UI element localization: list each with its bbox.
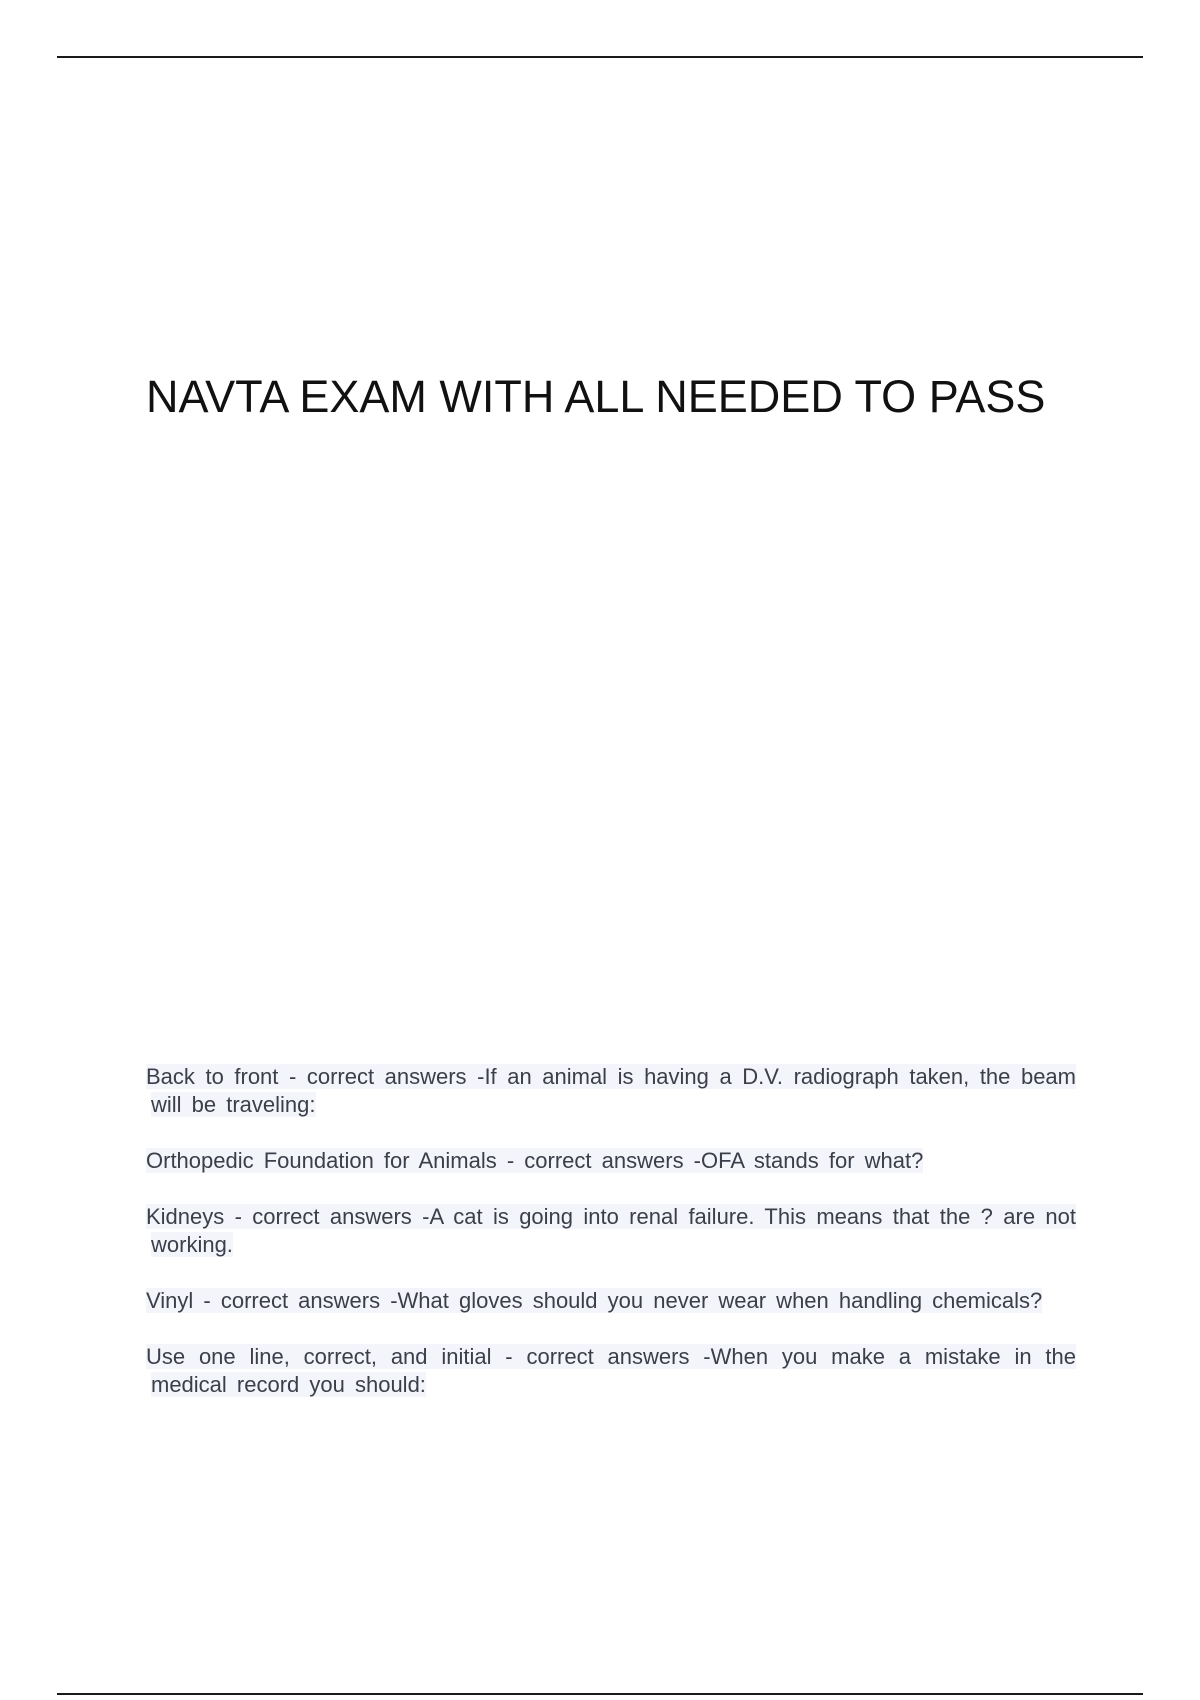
qa-item-text: Orthopedic Foundation for Animals - correct answers -OFA stands for what? <box>146 1148 924 1173</box>
qa-item-5 <box>146 1343 1076 1399</box>
qa-item-text: Back to front - correct answers -If an animal is having a D.V. radiograph taken, the beam will be traveling: <box>146 1064 1076 1117</box>
qa-item-text: Vinyl - correct answers -What gloves should you never wear when handling chemicals? <box>146 1288 1043 1313</box>
qa-item-2 <box>146 1147 1076 1175</box>
qa-item-4 <box>146 1287 1076 1315</box>
qa-item-3 <box>146 1203 1076 1259</box>
qa-item-text: Kidneys - correct answers -A cat is going into renal failure. This means that the ? are not working. <box>146 1204 1076 1257</box>
bottom-rule <box>57 1693 1143 1695</box>
qa-item-text: Use one line, correct, and initial - correct answers -When you make a mistake in the medical record you should: <box>146 1344 1076 1397</box>
qa-item-1 <box>146 1063 1076 1119</box>
top-rule <box>57 56 1143 58</box>
qa-list <box>146 1063 1076 1427</box>
document-title: NAVTA EXAM WITH ALL NEEDED TO PASS <box>146 371 1046 422</box>
